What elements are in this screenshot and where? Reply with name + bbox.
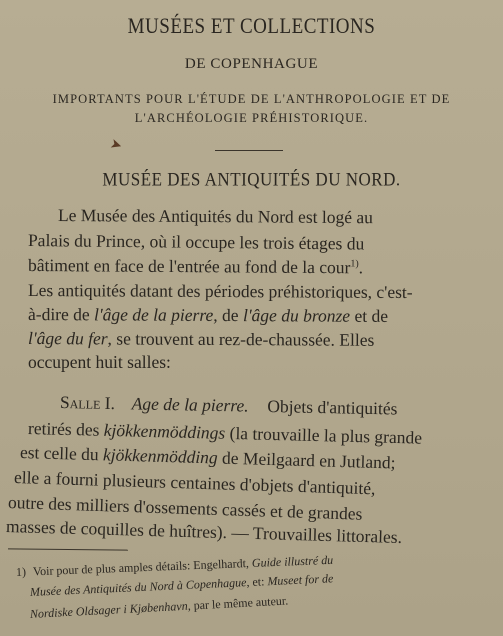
text-line: Palais du Prince, où il occupe les trois étages du xyxy=(27,230,365,254)
text-line: Les antiquités datant des périodes préhistoriques, c'est- xyxy=(27,280,413,303)
text-line: outre des milliers d'ossements cassés et de grandes xyxy=(7,492,363,524)
page-subtitle: DE COPENHAGUE xyxy=(184,56,319,72)
footnote-line: Nordiske Oldsager i Kjøbenhavn, par le même auteur. xyxy=(29,593,289,621)
description-line-2: L'ARCHÉOLOGIE PRÉHISTORIQUE. xyxy=(134,111,369,125)
footnote-marker: 1) xyxy=(15,564,27,579)
footnote-divider xyxy=(8,548,128,550)
footnote-line: 1) Voir pour de plus amples détails: Engelhardt, Guide illustré du xyxy=(15,552,334,579)
text-line: Le Musée des Antiquités du Nord est logé au xyxy=(57,205,374,228)
text-line: Salle I. Age de la pierre. Objets d'antiquités xyxy=(59,392,398,419)
text-line: occupent huit salles: xyxy=(28,352,171,372)
text-line: masses de coquilles de huîtres). — Trouvailles littorales. xyxy=(5,516,403,548)
page-title: MUSÉES ET COLLECTIONS xyxy=(127,14,376,39)
ornament-icon: ➤ xyxy=(107,136,124,155)
text-line: à-dire de l'âge de la pierre, de l'âge du bronze et de xyxy=(27,304,389,326)
text-line: elle a fourni plusieurs centaines d'objets d'antiquité, xyxy=(13,467,376,499)
text-line: l'âge du fer, se trouvent au rez-de-chaussée. Elles xyxy=(27,328,375,350)
description-line-1: IMPORTANTS POUR L'ÉTUDE DE L'ANTHROPOLOGIE ET DE xyxy=(52,92,451,106)
footnote-line: Musée des Antiquités du Nord à Copenhague, et: Museet for de xyxy=(29,571,334,599)
divider xyxy=(215,150,283,151)
footnote-ref: 1) xyxy=(350,258,359,270)
text-line: retirés des kjökkenmöddings (la trouvaille la plus grande xyxy=(27,418,423,448)
text-line: bâtiment en face de l'entrée au fond de la cour$^{1)}$. xyxy=(27,255,364,278)
section-heading: MUSÉE DES ANTIQUITÉS DU NORD. xyxy=(102,169,401,190)
text-line: est celle du kjökkenmödding de Meilgaard en Jutland; xyxy=(19,442,396,473)
